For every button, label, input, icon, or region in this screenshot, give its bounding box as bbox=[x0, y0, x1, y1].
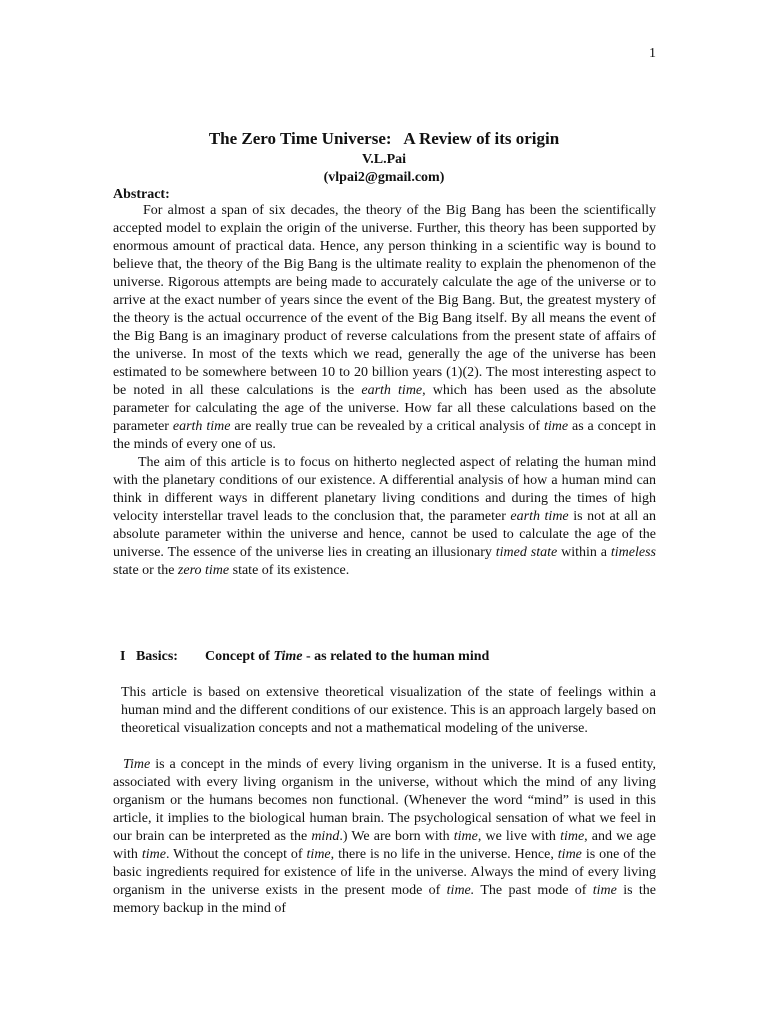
section-body-paragraph: Time is a concept in the minds of every living organism in the universe. It is a fused entity, associated with every living organism in the universe, without which the mind of any living organism or the humans becomes non functional. (Whenever the word “mind” is used in this article, it implies to the biological human brain. The psychological sensation of what we feel in our brain can be interpreted as the mind.) We are born with time, we live with time, and we age with time. Without the concept of time, there is no life in the universe. Hence, time is one of the basic ingredients required for existence of life in the universe. Always the mind of every living organism in the universe exists in the present mode of time. The past mode of time is the memory backup in the mind of bbox=[113, 757, 656, 916]
abstract-paragraph-2: The aim of this article is to focus on hitherto neglected aspect of relating the human mind with the planetary conditions of our existence. A differential analysis of how a human mind can think in different ways in different planetary living conditions and during the times of high velocity interstellar travel leads to the conclusion that, the parameter earth time is not at all an absolute parameter within the universe and hence, cannot be used to calculate the age of the universe. The essence of the universe lies in creating an illusionary timed state within a timeless state or the zero time state of its existence. bbox=[113, 455, 657, 578]
abstract-body bbox=[113, 202, 656, 580]
section-number: I Basics: bbox=[120, 649, 178, 664]
abstract-heading: Abstract: bbox=[113, 187, 170, 202]
page-number: 1 bbox=[649, 46, 656, 61]
paper-title: The Zero Time Universe: A Review of its origin bbox=[208, 129, 560, 148]
author-email: (vlpai2@gmail.com) bbox=[323, 170, 445, 185]
author-name: V.L.Pai bbox=[361, 152, 407, 167]
section-heading: I Basics: Concept of Time - as related to the human mind bbox=[120, 649, 490, 664]
section-intro-paragraph: This article is based on extensive theoretical visualization of the state of feelings within a human mind and the different conditions of our existence. This is an approach largely based on theoretical visualization concepts and not a mathematical modeling of the universe. bbox=[121, 685, 656, 736]
title-block bbox=[112, 128, 656, 187]
abstract-paragraph-1: For almost a span of six decades, the theory of the Big Bang has been the scientifically accepted model to explain the origin of the universe. Further, this theory has been supported by enormous amount of practical data. Hence, any person thinking in a scientific way is bound to believe that, the theory of the Big Bang is the ultimate reality to explain the phenomenon of the universe. Rigorous attempts are being made to accurately calculate the age of the universe or to arrive at the exact number of years since the event of the Big Bang. But, the greatest mystery of the theory is the actual occurrence of the event of the Big Bang itself. By all means the event of the Big Bang is an imaginary product of reverse calculations from the present state of affairs of the universe. In most of the texts which we read, generally the age of the universe has been estimated to be somewhere between 10 to 20 billion years (1)(2). The most interesting aspect to be noted in all these calculations is the earth time, which has been used as the absolute parameter for calculating the age of the universe. How far all these calculations based on the parameter earth time are really true can be revealed by a critical analysis of time as a concept in the minds of every one of us. bbox=[113, 203, 657, 452]
